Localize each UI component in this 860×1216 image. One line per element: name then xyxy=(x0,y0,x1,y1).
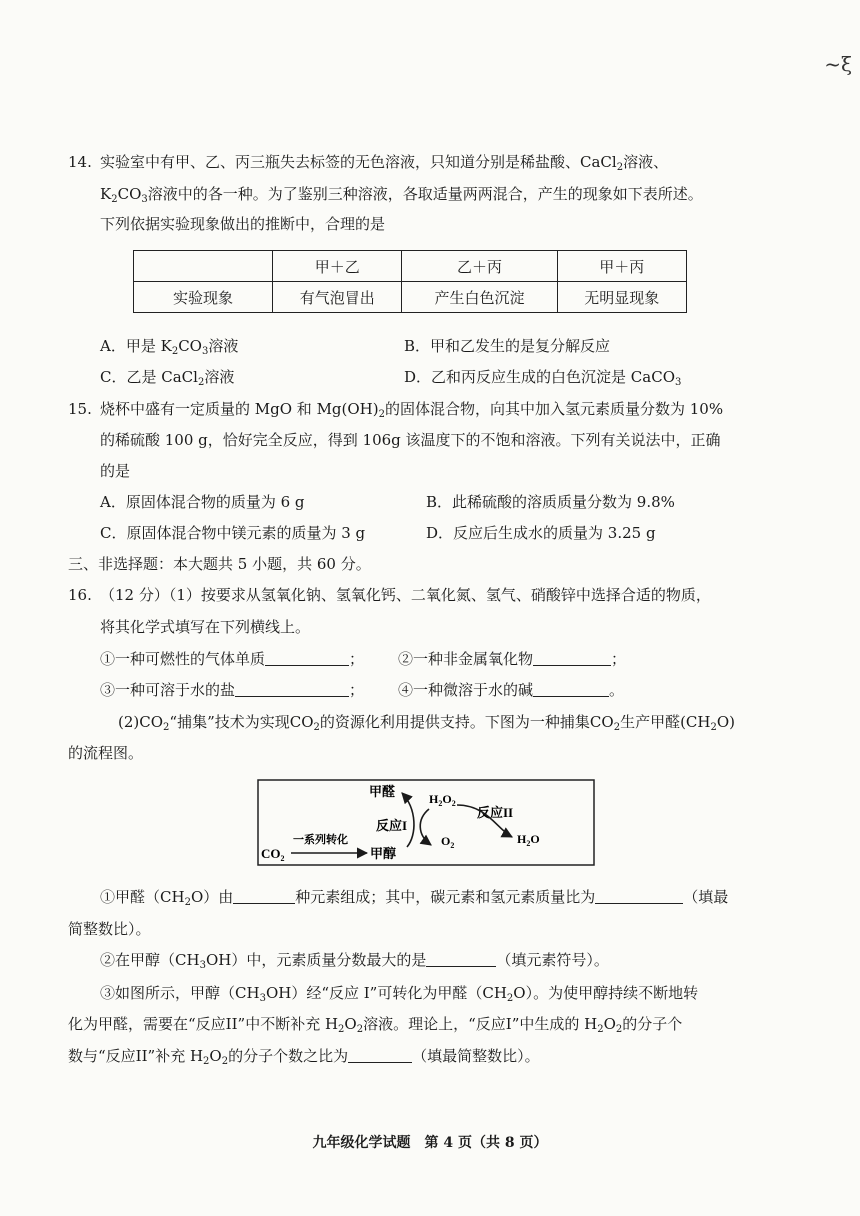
table-cell: 甲＋丙 xyxy=(557,251,687,282)
q16-line1: 16. （12 分）（1）按要求从氢氧化钠、氢氧化钙、二氧化氮、氢气、硝酸锌中选择合适的物质， xyxy=(68,586,711,604)
label-series-conversion: 一系列转化 xyxy=(293,834,348,846)
q14-line1: 14. 实验室中有甲、乙、丙三瓶失去标签的无色溶液，只知道分别是稀盐酸、CaCl$_2$溶液、 xyxy=(68,153,669,173)
answer-blank[interactable] xyxy=(533,650,611,666)
table-header-row xyxy=(134,251,687,282)
q16-sub3-line1: ③如图所示，甲醇$(CH_3OH)$经“反应 I”可转化为甲醛$(CH_2O)$。为使甲醇持续不断地转 xyxy=(100,984,699,1004)
table-cell: 乙＋丙 xyxy=(402,251,557,282)
answer-blank[interactable] xyxy=(265,650,349,666)
q16-part2-line1: $(2)CO_2“$捕集”技术为实现$CO_2$的资源化利用提供支持。下图为一种捕集$CO_2$生产甲醛$(CH_2O)$ xyxy=(118,713,736,733)
label-h2o2: $H_2O_2$ xyxy=(429,792,456,808)
label-formaldehyde: 甲醛 xyxy=(369,784,396,799)
q16-item2: ②一种非金属氧化物 ； xyxy=(398,650,627,668)
q14-line3: 下列依据实验现象做出的推断中，合理的是 xyxy=(100,215,386,233)
answer-blank[interactable] xyxy=(235,681,349,697)
q16-sub3-line2: 化为甲醛，需要在“反应II”中不断补充 $H_2O_2$溶液。理论上，“反应I”中生成的 $H_2O_2$的分子个 xyxy=(68,1015,683,1035)
label-o2: $O_2$ xyxy=(441,834,455,850)
page-footer: 九年级化学试题 第 4 页（共 8 页） xyxy=(312,1135,548,1151)
q16-sub3-line3: 数与“反应II”补充 $H_2O_2$的分子个数之比为 （填最简整数比）。 xyxy=(68,1047,540,1067)
q16-part2-line2: 的流程图。 xyxy=(68,744,144,762)
table-cell: 甲＋乙 xyxy=(273,251,402,282)
table-cell: 无明显现象 xyxy=(557,282,687,313)
table-cell: 实验现象 xyxy=(134,282,273,313)
section-heading: 三、非选择题：本大题共 5 小题，共 60 分。 xyxy=(68,555,371,573)
q15-option-c: C．原固体混合物中镁元素的质量为 3 g xyxy=(100,524,366,542)
q16-sub2-line: ②在甲醇$(CH_3OH)$中，元素质量分数最大的是 （填元素符号）。 xyxy=(100,951,609,971)
q15-option-b: B．此稀硫酸的溶质质量分数为 9.8% xyxy=(426,493,675,511)
arrow-h2o2-to-o2 xyxy=(420,809,431,845)
answer-blank[interactable] xyxy=(426,951,496,967)
corner-mark: ~ξ xyxy=(824,52,852,76)
q16-number: 16. xyxy=(68,586,92,604)
table-cell: 有气泡冒出 xyxy=(273,282,402,313)
table-cell xyxy=(134,251,273,282)
label-co2: $CO_2$ xyxy=(261,846,285,863)
q15-number: 15. xyxy=(68,400,92,418)
q16-item3: ③一种可溶于水的盐 ； xyxy=(100,681,365,699)
q16-item4: ④一种微溶于水的碱 。 xyxy=(398,681,625,699)
table-cell: 产生白色沉淀 xyxy=(402,282,557,313)
q14-option-b: B．甲和乙发生的是复分解反应 xyxy=(404,337,611,355)
q15-line2: 的稀硫酸 100 g，恰好完全反应，得到 106g 该温度下的不饱和溶液。下列有关说法中，正确 xyxy=(100,431,721,449)
q16-sub1-line1: ①甲醛$(CH_2O)$由 种元素组成；其中，碳元素和氢元素质量比为 （填最 xyxy=(100,888,729,908)
label-reaction-1: 反应I xyxy=(376,818,408,833)
answer-blank[interactable] xyxy=(348,1047,412,1063)
observation-table xyxy=(133,250,687,313)
table-row xyxy=(134,282,687,313)
q16-item1: ①一种可燃性的气体单质 ； xyxy=(100,650,365,668)
q16-sub1-line2: 简整数比）。 xyxy=(68,920,151,938)
flow-diagram xyxy=(257,779,595,866)
answer-blank[interactable] xyxy=(533,681,609,697)
label-methanol: 甲醇 xyxy=(370,846,397,861)
q15-line3: 的是 xyxy=(100,462,131,480)
q14-line2: $K_2CO_3$溶液中的各一种。为了鉴别三种溶液，各取适量两两混合，产生的现象如下表所述。 xyxy=(100,185,703,205)
label-reaction-2: 反应II xyxy=(477,805,514,820)
q14-option-c: C．乙是 CaCl$_2$溶液 xyxy=(100,368,235,388)
q15-option-a: A．原固体混合物的质量为 6 g xyxy=(100,493,305,511)
answer-blank[interactable] xyxy=(233,888,295,904)
q15-option-d: D．反应后生成水的质量为 3.25 g xyxy=(426,524,656,542)
answer-blank[interactable] xyxy=(595,888,683,904)
q14-number: 14. xyxy=(68,153,92,171)
q14-option-a: A．甲是 $K_2CO_3$溶液 xyxy=(100,337,239,357)
q16-line2: 将其化学式填写在下列横线上。 xyxy=(100,618,311,636)
q14-option-d: D．乙和丙反应生成的白色沉淀是 CaCO$_3$ xyxy=(404,368,682,388)
q15-line1: 15. 烧杯中盛有一定质量的 MgO 和 $Mg(OH)_2$的固体混合物，向其中加入氢元素质量分数为 10% xyxy=(68,400,724,420)
label-h2o: $H_2O$ xyxy=(517,832,540,848)
